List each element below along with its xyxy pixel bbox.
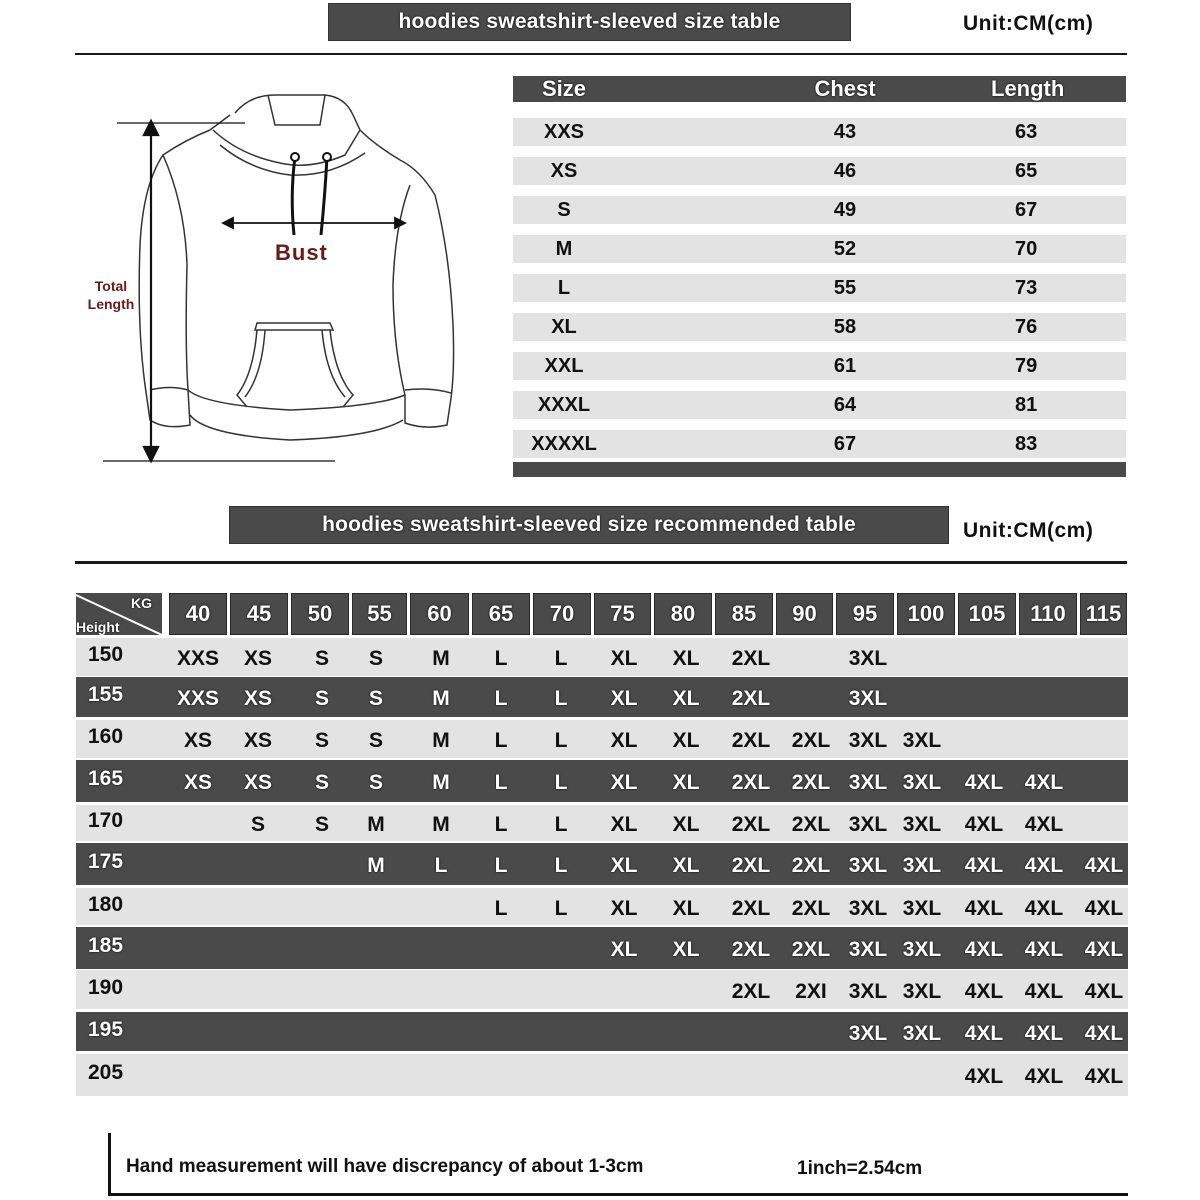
size-cell: 2XL [791, 897, 831, 920]
length-cell: 83 [1015, 432, 1038, 455]
size-cell: XL [672, 771, 700, 794]
size-cell: L [557, 276, 571, 299]
size-cell: XXS [543, 120, 585, 143]
size-cell: XS [243, 687, 272, 710]
height-cell: 195 [88, 1018, 124, 1041]
weight-header-40: 40 [169, 593, 227, 635]
size-cell: 2XL [731, 647, 771, 670]
divider [75, 561, 1127, 564]
weight-header-95: 95 [836, 593, 894, 635]
size-cell: 3XL [902, 771, 942, 794]
size-cell: 3XL [848, 897, 888, 920]
size-cell: 3XL [848, 647, 888, 670]
height-cell: 160 [88, 725, 124, 748]
measurement-note: Hand measurement will have discrepancy of about 1-3cm [126, 1156, 644, 1177]
chest-cell: 61 [833, 354, 857, 377]
height-cell: 155 [88, 683, 124, 706]
chest-cell: 43 [833, 120, 857, 143]
length-cell: 65 [1015, 159, 1038, 182]
size-cell: 3XL [902, 938, 942, 961]
size-cell: 4XL [1024, 897, 1064, 920]
size-cell: 3XL [902, 897, 942, 920]
size-table-row [513, 391, 1126, 419]
size-cell: M [555, 237, 573, 260]
divider [75, 53, 1127, 55]
size-cell: M [432, 813, 450, 836]
size-cell: M [367, 813, 385, 836]
size-cell: 3XL [848, 980, 888, 1003]
chest-cell: 64 [833, 393, 857, 416]
footer-bottom-border [108, 1193, 1128, 1196]
size-cell: XL [610, 897, 638, 920]
size-cell: XS [183, 729, 212, 752]
size-cell: L [554, 897, 568, 920]
size-cell: M [432, 729, 450, 752]
weight-header-50: 50 [291, 593, 349, 635]
size-cell: 2XL [731, 813, 771, 836]
size-table-row [513, 196, 1126, 224]
size-cell: S [314, 647, 329, 670]
size-cell: XL [672, 938, 700, 961]
weight-header-45: 45 [230, 593, 288, 635]
inch-conversion: 1inch=2.54cm [797, 1158, 923, 1179]
size-cell: L [554, 854, 568, 877]
size-table-row [513, 235, 1126, 263]
size-cell: 2XL [791, 729, 831, 752]
chest-cell: 49 [833, 198, 857, 221]
size-cell: XL [610, 938, 638, 961]
size-cell: 2XI [795, 980, 827, 1003]
size-cell: L [554, 729, 568, 752]
size-cell: 4XL [1024, 854, 1064, 877]
length-cell: 70 [1015, 237, 1038, 260]
size-cell: S [314, 771, 329, 794]
size-cell: 3XL [902, 1022, 942, 1045]
corner-kg-label: KG [131, 595, 152, 611]
size-cell: XL [610, 771, 638, 794]
chest-cell: 46 [833, 159, 857, 182]
size-cell: XS [243, 771, 272, 794]
size-cell: L [494, 813, 508, 836]
size-table-title: hoodies sweatshirt-sleeved size table [328, 3, 851, 41]
size-cell: XL [672, 687, 700, 710]
length-cell: 63 [1015, 120, 1038, 143]
total-length-label-line2: Length [87, 296, 135, 312]
size-cell: XL [672, 647, 700, 670]
header-size: Size [541, 76, 587, 101]
size-cell: XXS [176, 687, 220, 710]
size-cell: 4XL [1024, 771, 1064, 794]
length-cell: 79 [1015, 354, 1038, 377]
size-cell: S [314, 813, 329, 836]
weight-header-105: 105 [958, 593, 1016, 635]
size-cell: L [554, 771, 568, 794]
size-cell: 2XL [791, 771, 831, 794]
length-cell: 76 [1015, 315, 1038, 338]
size-cell: XL [610, 813, 638, 836]
recommended-row-205 [76, 1054, 1128, 1096]
size-cell: L [434, 854, 448, 877]
size-cell: S [557, 198, 571, 221]
size-cell: M [432, 771, 450, 794]
size-cell: 2XL [791, 813, 831, 836]
size-cell: S [368, 729, 383, 752]
size-cell: L [494, 771, 508, 794]
size-cell: 4XL [964, 980, 1004, 1003]
size-cell: 4XL [1024, 813, 1064, 836]
size-cell: XS [183, 771, 212, 794]
recommended-row-195 [76, 1012, 1128, 1051]
recommended-row-175 [76, 843, 1128, 885]
size-cell: 4XL [1024, 1022, 1064, 1045]
size-cell: XXL [544, 354, 584, 377]
size-cell: 2XL [731, 980, 771, 1003]
corner-header [76, 593, 162, 635]
size-cell: 4XL [1024, 1065, 1064, 1088]
size-cell: L [494, 729, 508, 752]
recommended-row-165 [76, 760, 1128, 802]
recommended-row-185 [76, 927, 1128, 969]
size-cell: S [314, 687, 329, 710]
height-cell: 170 [88, 809, 124, 832]
size-cell: 2XL [731, 897, 771, 920]
size-cell: XL [672, 897, 700, 920]
size-cell: 3XL [848, 771, 888, 794]
size-cell: 2XL [731, 854, 771, 877]
size-cell: 2XL [731, 687, 771, 710]
size-cell: XL [610, 687, 638, 710]
chest-cell: 55 [833, 276, 857, 299]
size-cell: XL [610, 729, 638, 752]
size-cell: L [554, 647, 568, 670]
size-cell: 4XL [1024, 938, 1064, 961]
size-cell: XL [610, 854, 638, 877]
height-cell: 205 [88, 1061, 124, 1084]
height-cell: 175 [88, 850, 124, 873]
size-cell: S [250, 813, 265, 836]
recommended-row-155 [76, 677, 1128, 717]
size-cell: 4XL [964, 1022, 1004, 1045]
size-cell: XL [551, 315, 577, 338]
total-length-label-line1: Total [94, 278, 128, 294]
weight-header-70: 70 [533, 593, 591, 635]
bust-label: Bust [275, 240, 328, 265]
size-cell: 3XL [848, 1022, 888, 1045]
height-cell: 190 [88, 976, 124, 999]
size-cell: 4XL [1084, 1022, 1124, 1045]
size-cell: S [368, 687, 383, 710]
size-table-unit: Unit:CM(cm) [963, 12, 1094, 35]
size-cell: 2XL [731, 729, 771, 752]
corner-height-label: Height [76, 619, 120, 635]
size-cell: S [314, 729, 329, 752]
size-table-row [513, 313, 1126, 341]
size-cell: L [494, 687, 508, 710]
size-cell: XL [610, 647, 638, 670]
weight-header-85: 85 [715, 593, 773, 635]
hoodie-diagram [75, 85, 495, 475]
chest-cell: 67 [833, 432, 857, 455]
size-cell: L [494, 647, 508, 670]
height-cell: 185 [88, 934, 124, 957]
weight-header-65: 65 [472, 593, 530, 635]
header-length: Length [991, 76, 1065, 101]
size-cell: 3XL [902, 854, 942, 877]
size-cell: 4XL [1084, 897, 1124, 920]
recommended-table-unit: Unit:CM(cm) [963, 519, 1094, 542]
size-cell: 3XL [848, 813, 888, 836]
size-cell: XS [243, 729, 272, 752]
size-cell: L [494, 854, 508, 877]
size-cell: 4XL [964, 897, 1004, 920]
recommended-table-title: hoodies sweatshirt-sleeved size recommended table [229, 506, 949, 544]
size-cell: 3XL [902, 729, 942, 752]
height-cell: 180 [88, 893, 124, 916]
size-cell: L [494, 897, 508, 920]
size-cell: XS [550, 159, 578, 182]
size-cell: 4XL [1084, 1065, 1124, 1088]
size-cell: XL [672, 729, 700, 752]
size-cell: L [554, 687, 568, 710]
size-cell: 4XL [1024, 980, 1064, 1003]
size-table-row [513, 352, 1126, 380]
recommended-row-180 [76, 888, 1128, 925]
size-cell: 4XL [1084, 980, 1124, 1003]
size-cell: 3XL [902, 813, 942, 836]
size-cell: S [368, 771, 383, 794]
size-cell: 3XL [848, 938, 888, 961]
height-cell: 165 [88, 767, 124, 790]
weight-header-60: 60 [410, 593, 469, 635]
size-cell: 3XL [848, 854, 888, 877]
size-table-row [513, 430, 1126, 458]
size-cell: XL [672, 813, 700, 836]
weight-header-100: 100 [897, 593, 955, 635]
size-cell: 4XL [1084, 938, 1124, 961]
size-cell: 4XL [964, 854, 1004, 877]
size-table-row [513, 274, 1126, 302]
weight-header-55: 55 [352, 593, 407, 635]
length-cell: 67 [1015, 198, 1038, 221]
size-table-header [513, 76, 1126, 102]
size-cell: 3XL [848, 687, 888, 710]
length-cell: 81 [1015, 393, 1038, 416]
size-cell: M [367, 854, 385, 877]
size-cell: 3XL [902, 980, 942, 1003]
size-cell: 4XL [964, 771, 1004, 794]
size-cell: 2XL [731, 771, 771, 794]
total-length-label [83, 277, 139, 313]
size-table-row [513, 118, 1126, 146]
recommended-row-160 [76, 720, 1128, 758]
size-cell: S [368, 647, 383, 670]
header-chest: Chest [814, 76, 876, 101]
chest-cell: 58 [833, 315, 857, 338]
footer-left-border [108, 1133, 111, 1195]
size-cell: XXS [176, 647, 220, 670]
size-cell: 4XL [964, 1065, 1004, 1088]
chest-cell: 52 [833, 237, 857, 260]
size-cell: 3XL [848, 729, 888, 752]
size-cell: M [432, 687, 450, 710]
size-cell: 4XL [964, 938, 1004, 961]
height-cell: 150 [88, 643, 124, 666]
weight-header-110: 110 [1019, 593, 1077, 635]
weight-header-80: 80 [654, 593, 712, 635]
recommended-row-170 [76, 805, 1128, 841]
size-cell: XXXL [537, 393, 591, 416]
size-cell: XL [672, 854, 700, 877]
size-cell: M [432, 647, 450, 670]
size-cell: 2XL [791, 854, 831, 877]
weight-header-90: 90 [776, 593, 833, 635]
size-cell: L [554, 813, 568, 836]
size-table-row [513, 157, 1126, 185]
weight-header-115: 115 [1080, 593, 1127, 635]
size-cell: 2XL [731, 938, 771, 961]
length-cell: 73 [1015, 276, 1038, 299]
size-cell: 4XL [1084, 854, 1124, 877]
size-cell: 4XL [964, 813, 1004, 836]
recommended-row-190 [76, 970, 1128, 1009]
size-cell: 2XL [791, 938, 831, 961]
size-cell: XXXXL [531, 432, 597, 455]
recommended-row-150 [76, 638, 1128, 676]
size-table-footer-bar [513, 462, 1126, 477]
size-cell: XS [243, 647, 272, 670]
weight-header-75: 75 [594, 593, 651, 635]
